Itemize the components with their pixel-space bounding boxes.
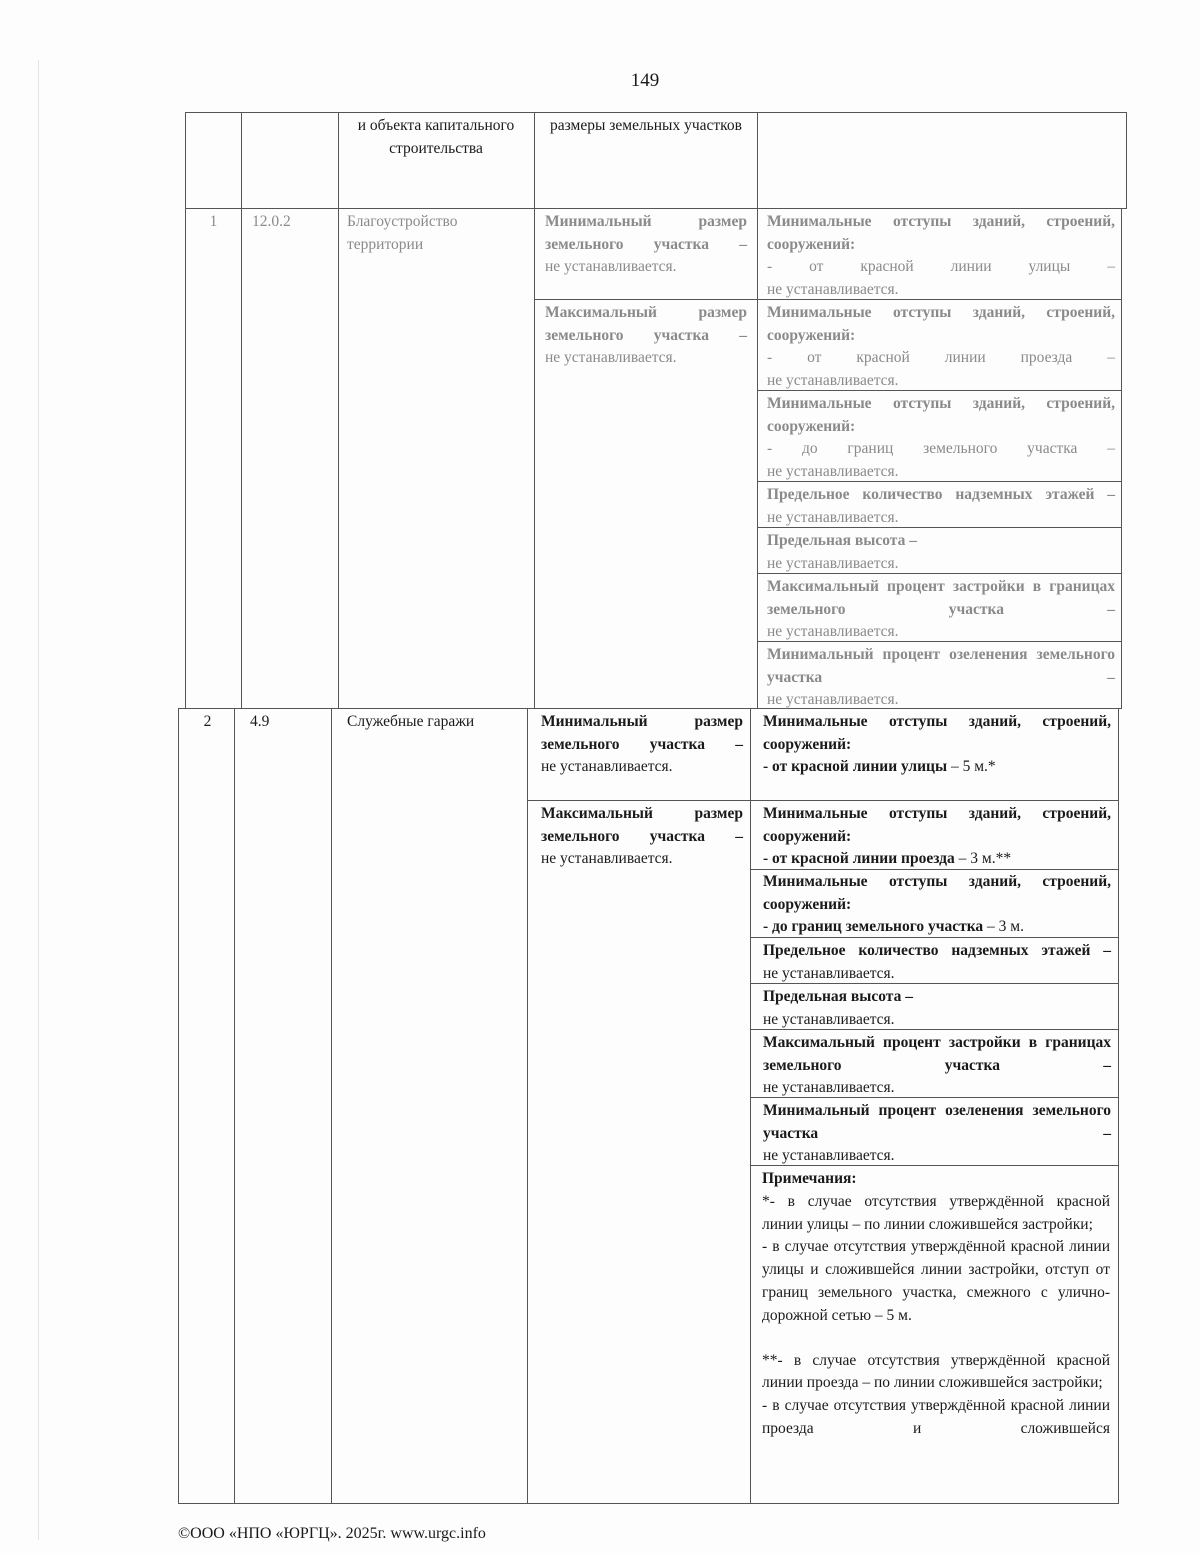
table-border-right xyxy=(1126,112,1127,208)
min-plot-size-label: Минимальный размер земельного участка – xyxy=(545,213,747,253)
max-building-coverage xyxy=(767,576,1115,644)
column-divider xyxy=(527,708,528,1504)
table-border-left xyxy=(185,112,186,708)
max-height xyxy=(763,986,1111,1031)
param-sub: - до границ земельного участка xyxy=(763,918,984,935)
param-value: – 3 м. xyxy=(987,918,1024,935)
column-divider xyxy=(338,112,339,708)
max-plot-size-label: Максимальный размер земельного участка – xyxy=(541,805,743,845)
max-height xyxy=(767,530,1115,575)
column-divider xyxy=(750,708,751,1504)
param-label: Предельное количество надземных этажей – xyxy=(763,942,1111,959)
min-plot-size-value: не устанавливается. xyxy=(541,758,673,775)
header-object-column: и объекта капитального строительства xyxy=(357,117,515,157)
param-value: не устанавливается. xyxy=(767,280,899,298)
max-plot-size-value: не устанавливается. xyxy=(545,349,677,366)
param-value: не устанавливается. xyxy=(767,371,899,389)
setback-street xyxy=(767,211,1115,301)
param-label: Предельная высота – xyxy=(763,988,913,1005)
param-value: не устанавливается. xyxy=(763,1079,895,1096)
param-value: не устанавливается. xyxy=(767,508,899,526)
param-value: не устанавливается. xyxy=(763,1010,895,1028)
note-item: - в случае отсутствия утверждённой красной линии проезда и сложившейся xyxy=(762,1397,1110,1437)
max-plot-size xyxy=(541,803,743,871)
column-divider xyxy=(757,112,758,708)
setback-driveway xyxy=(763,803,1111,871)
max-floors xyxy=(763,940,1111,985)
param-label: Максимальный процент застройки в границах земельного участка – xyxy=(763,1034,1111,1074)
param-sub: - от красной линии проезда xyxy=(763,850,955,867)
param-sub: - от красной линии проезда – xyxy=(767,349,1115,366)
max-plot-size-value: не устанавливается. xyxy=(541,850,673,867)
param-label: Минимальный процент озеленения земельного участка – xyxy=(767,646,1115,686)
param-value: не устанавливается. xyxy=(767,554,899,572)
column-divider xyxy=(234,708,235,1504)
row-divider xyxy=(527,800,1119,801)
param-label: Минимальный процент озеленения земельного участка – xyxy=(763,1102,1111,1142)
notes-block xyxy=(762,1168,1110,1441)
notes-title: Примечания: xyxy=(762,1170,857,1187)
footer-copyright: ©ООО «НПО «ЮРГЦ». 2025г. www.urgc.info xyxy=(178,1525,486,1542)
max-floors xyxy=(767,484,1115,529)
min-plot-size-value: не устанавливается. xyxy=(545,258,677,275)
setback-plot-boundary xyxy=(767,393,1115,483)
table-border-left xyxy=(178,708,179,1504)
param-label: Предельное количество надземных этажей – xyxy=(767,486,1115,503)
table-border-right xyxy=(1121,208,1122,708)
param-value: не устанавливается. xyxy=(763,964,895,982)
row-use-name: Служебные гаражи xyxy=(347,713,475,730)
param-sub: - до границ земельного участка – xyxy=(767,440,1115,457)
min-landscaping xyxy=(763,1100,1111,1168)
param-value: – 3 м.** xyxy=(958,850,1012,867)
row-code: 4.9 xyxy=(250,713,270,730)
setback-plot-boundary xyxy=(763,871,1111,939)
column-divider xyxy=(241,112,242,708)
param-label: Минимальные отступы зданий, строений, сооружений: xyxy=(767,304,1115,344)
param-label: Минимальные отступы зданий, строений, сооружений: xyxy=(767,213,1115,253)
table-border-top xyxy=(185,112,1127,113)
row-code: 12.0.2 xyxy=(252,213,291,230)
param-label: Предельная высота – xyxy=(767,532,917,549)
param-label: Минимальные отступы зданий, строений, сооружений: xyxy=(763,873,1111,913)
min-plot-size xyxy=(541,711,743,779)
max-plot-size xyxy=(545,302,747,370)
param-label: Минимальные отступы зданий, строений, сооружений: xyxy=(763,713,1111,753)
param-label: Минимальные отступы зданий, строений, сооружений: xyxy=(763,805,1111,845)
max-building-coverage xyxy=(763,1032,1111,1100)
header-sizes-column: размеры земельных участков xyxy=(550,117,742,134)
row-divider xyxy=(185,208,1127,209)
row-use-name: Благоустройство территории xyxy=(347,213,458,253)
param-sub: - от красной линии улицы – xyxy=(767,258,1115,275)
param-value: не устанавливается. xyxy=(767,691,899,708)
param-label: Минимальные отступы зданий, строений, сооружений: xyxy=(767,395,1115,435)
setback-driveway xyxy=(767,302,1115,392)
row-number: 2 xyxy=(203,713,212,730)
param-label: Максимальный процент застройки в границах земельного участка – xyxy=(767,578,1115,618)
param-sub: - от красной линии улицы xyxy=(763,758,948,775)
max-plot-size-label: Максимальный размер земельного участка – xyxy=(545,304,747,344)
param-value: не устанавливается. xyxy=(763,1147,895,1164)
note-item: *- в случае отсутствия утверждённой красной линии улицы – по линии сложившейся застройки; xyxy=(762,1192,1110,1233)
column-divider xyxy=(331,708,332,1504)
param-value: не устанавливается. xyxy=(767,462,899,480)
table-border-bottom xyxy=(178,1503,1119,1504)
min-landscaping xyxy=(767,644,1115,712)
min-plot-size-label: Минимальный размер земельного участка – xyxy=(541,713,743,753)
column-divider xyxy=(534,112,535,708)
note-item: - в случае отсутствия утверждённой красной линии улицы и сложившейся линии застройки, отступ от границ земельного участка, смежного с улично-дорожной сетью – 5 м. xyxy=(762,1238,1110,1324)
min-plot-size xyxy=(545,211,747,279)
row-number: 1 xyxy=(209,213,218,230)
setback-street xyxy=(763,711,1111,779)
page-number: 149 xyxy=(630,70,660,91)
table-border-right xyxy=(1118,708,1119,1504)
param-value: – 5 м.* xyxy=(950,758,996,775)
note-item: **- в случае отсутствия утверждённой красной линии проезда – по линии сложившейся застройки; xyxy=(762,1351,1110,1392)
param-value: не устанавливается. xyxy=(767,623,899,640)
scan-edge xyxy=(38,60,39,1540)
